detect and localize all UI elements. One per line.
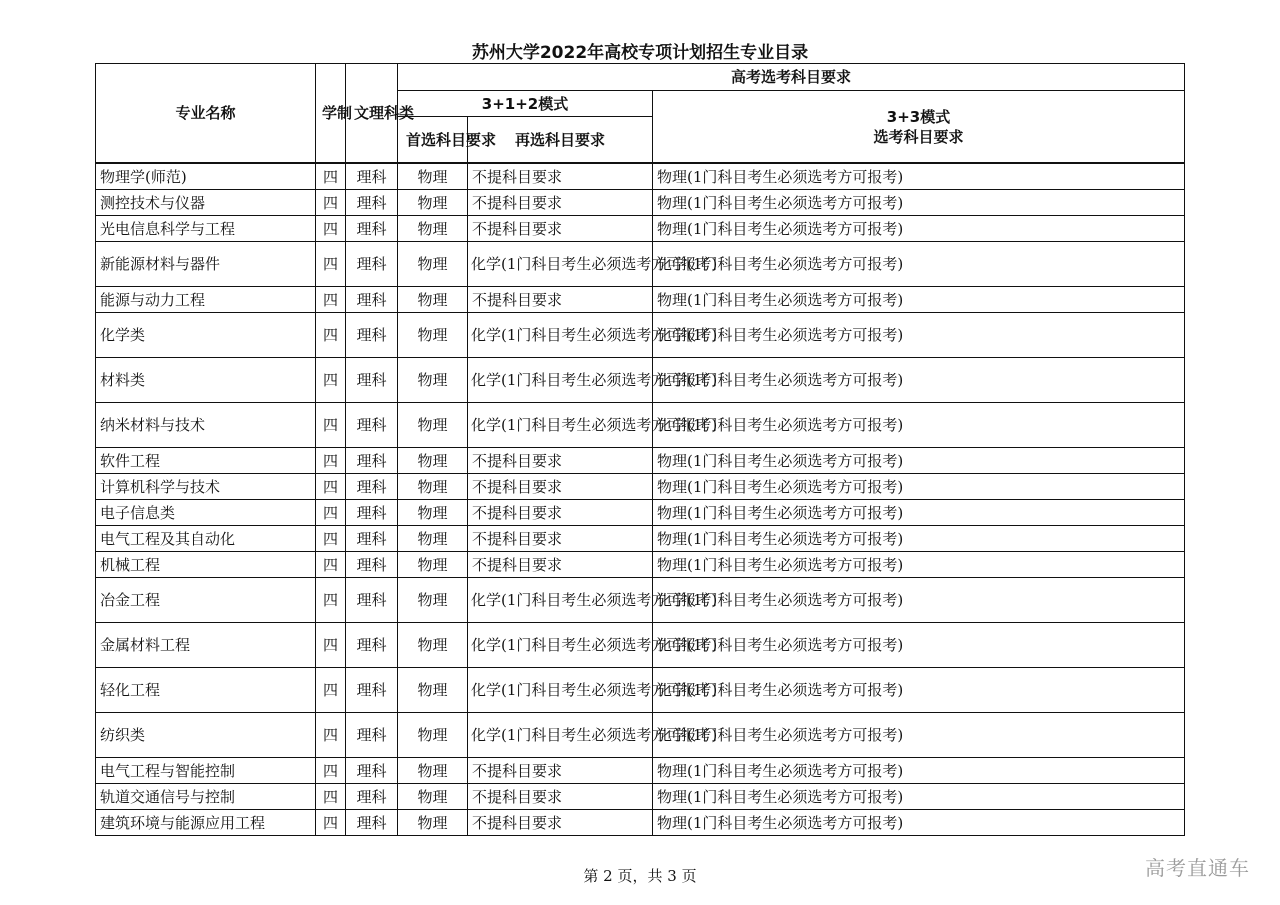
cell-second-choice: 不提科目要求 bbox=[468, 784, 653, 810]
cell-category: 理科 bbox=[346, 784, 398, 810]
cell-mode-33: 物理(1门科目考生必须选考方可报考) bbox=[653, 448, 1185, 474]
cell-major-name: 冶金工程 bbox=[96, 578, 316, 623]
cell-first-choice: 物理 bbox=[398, 500, 468, 526]
cell-second-choice: 不提科目要求 bbox=[468, 810, 653, 836]
table-row bbox=[96, 313, 1185, 358]
table-row bbox=[96, 474, 1185, 500]
cell-category: 理科 bbox=[346, 713, 398, 758]
cell-first-choice: 物理 bbox=[398, 810, 468, 836]
header-mode-33-line1: 3+3模式 bbox=[886, 107, 951, 126]
majors-table bbox=[95, 63, 1185, 836]
header-exam-requirements: 高考选考科目要求 bbox=[398, 64, 1185, 91]
cell-duration: 四 bbox=[316, 287, 346, 313]
cell-major-name: 计算机科学与技术 bbox=[96, 474, 316, 500]
cell-category: 理科 bbox=[346, 474, 398, 500]
table-header bbox=[96, 64, 1185, 164]
cell-duration: 四 bbox=[316, 758, 346, 784]
cell-mode-33: 化学(1门科目考生必须选考方可报考) bbox=[653, 623, 1185, 668]
cell-first-choice: 物理 bbox=[398, 163, 468, 190]
cell-category: 理科 bbox=[346, 526, 398, 552]
cell-second-choice: 不提科目要求 bbox=[468, 758, 653, 784]
cell-duration: 四 bbox=[316, 784, 346, 810]
cell-duration: 四 bbox=[316, 713, 346, 758]
cell-category: 理科 bbox=[346, 552, 398, 578]
cell-mode-33: 物理(1门科目考生必须选考方可报考) bbox=[653, 190, 1185, 216]
cell-category: 理科 bbox=[346, 313, 398, 358]
table-row bbox=[96, 552, 1185, 578]
header-major-name: 专业名称 bbox=[96, 64, 316, 164]
cell-second-choice: 化学(1门科目考生必须选考方可报考) bbox=[468, 403, 653, 448]
cell-duration: 四 bbox=[316, 526, 346, 552]
header-mode-312: 3+1+2模式 bbox=[398, 91, 653, 117]
page-footer: 第 2 页，共 3 页 bbox=[583, 867, 697, 885]
cell-major-name: 物理学(师范) bbox=[96, 163, 316, 190]
cell-mode-33: 物理(1门科目考生必须选考方可报考) bbox=[653, 287, 1185, 313]
cell-mode-33: 化学(1门科目考生必须选考方可报考) bbox=[653, 668, 1185, 713]
header-mode-33-line2: 选考科目要求 bbox=[873, 127, 964, 146]
cell-major-name: 测控技术与仪器 bbox=[96, 190, 316, 216]
cell-major-name: 能源与动力工程 bbox=[96, 287, 316, 313]
cell-duration: 四 bbox=[316, 216, 346, 242]
cell-second-choice: 化学(1门科目考生必须选考方可报考) bbox=[468, 623, 653, 668]
cell-category: 理科 bbox=[346, 216, 398, 242]
table-row bbox=[96, 190, 1185, 216]
cell-category: 理科 bbox=[346, 668, 398, 713]
cell-major-name: 材料类 bbox=[96, 358, 316, 403]
cell-second-choice: 不提科目要求 bbox=[468, 287, 653, 313]
cell-duration: 四 bbox=[316, 552, 346, 578]
cell-first-choice: 物理 bbox=[398, 313, 468, 358]
cell-first-choice: 物理 bbox=[398, 242, 468, 287]
header-second-choice: 再选科目要求 bbox=[468, 117, 653, 164]
cell-mode-33: 化学(1门科目考生必须选考方可报考) bbox=[653, 313, 1185, 358]
cell-duration: 四 bbox=[316, 668, 346, 713]
table-row bbox=[96, 623, 1185, 668]
cell-category: 理科 bbox=[346, 163, 398, 190]
cell-duration: 四 bbox=[316, 578, 346, 623]
cell-duration: 四 bbox=[316, 448, 346, 474]
cell-mode-33: 化学(1门科目考生必须选考方可报考) bbox=[653, 403, 1185, 448]
cell-major-name: 电气工程及其自动化 bbox=[96, 526, 316, 552]
cell-category: 理科 bbox=[346, 500, 398, 526]
cell-second-choice: 化学(1门科目考生必须选考方可报考) bbox=[468, 358, 653, 403]
cell-major-name: 化学类 bbox=[96, 313, 316, 358]
cell-mode-33: 物理(1门科目考生必须选考方可报考) bbox=[653, 500, 1185, 526]
cell-first-choice: 物理 bbox=[398, 216, 468, 242]
cell-category: 理科 bbox=[346, 358, 398, 403]
cell-first-choice: 物理 bbox=[398, 623, 468, 668]
cell-first-choice: 物理 bbox=[398, 526, 468, 552]
cell-first-choice: 物理 bbox=[398, 358, 468, 403]
table-body bbox=[96, 163, 1185, 836]
cell-first-choice: 物理 bbox=[398, 668, 468, 713]
table-row bbox=[96, 713, 1185, 758]
cell-major-name: 纺织类 bbox=[96, 713, 316, 758]
cell-major-name: 电子信息类 bbox=[96, 500, 316, 526]
cell-second-choice: 化学(1门科目考生必须选考方可报考) bbox=[468, 313, 653, 358]
header-category: 文理科类 bbox=[346, 64, 398, 164]
table-row bbox=[96, 500, 1185, 526]
cell-second-choice: 不提科目要求 bbox=[468, 190, 653, 216]
cell-second-choice: 不提科目要求 bbox=[468, 163, 653, 190]
cell-major-name: 纳米材料与技术 bbox=[96, 403, 316, 448]
cell-second-choice: 化学(1门科目考生必须选考方可报考) bbox=[468, 242, 653, 287]
table-row bbox=[96, 448, 1185, 474]
cell-second-choice: 化学(1门科目考生必须选考方可报考) bbox=[468, 713, 653, 758]
table-row bbox=[96, 163, 1185, 190]
cell-duration: 四 bbox=[316, 500, 346, 526]
table-row bbox=[96, 784, 1185, 810]
table-row bbox=[96, 578, 1185, 623]
cell-first-choice: 物理 bbox=[398, 190, 468, 216]
cell-major-name: 机械工程 bbox=[96, 552, 316, 578]
cell-second-choice: 化学(1门科目考生必须选考方可报考) bbox=[468, 668, 653, 713]
cell-mode-33: 物理(1门科目考生必须选考方可报考) bbox=[653, 474, 1185, 500]
cell-category: 理科 bbox=[346, 448, 398, 474]
cell-category: 理科 bbox=[346, 623, 398, 668]
cell-duration: 四 bbox=[316, 313, 346, 358]
cell-major-name: 轻化工程 bbox=[96, 668, 316, 713]
cell-major-name: 新能源材料与器件 bbox=[96, 242, 316, 287]
table-row bbox=[96, 526, 1185, 552]
cell-category: 理科 bbox=[346, 810, 398, 836]
cell-mode-33: 化学(1门科目考生必须选考方可报考) bbox=[653, 713, 1185, 758]
cell-second-choice: 不提科目要求 bbox=[468, 448, 653, 474]
cell-mode-33: 化学(1门科目考生必须选考方可报考) bbox=[653, 578, 1185, 623]
cell-second-choice: 不提科目要求 bbox=[468, 500, 653, 526]
cell-duration: 四 bbox=[316, 623, 346, 668]
cell-category: 理科 bbox=[346, 578, 398, 623]
cell-category: 理科 bbox=[346, 242, 398, 287]
cell-first-choice: 物理 bbox=[398, 287, 468, 313]
cell-mode-33: 化学(1门科目考生必须选考方可报考) bbox=[653, 242, 1185, 287]
table-row bbox=[96, 287, 1185, 313]
header-first-choice: 首选科目要求 bbox=[398, 117, 468, 164]
cell-duration: 四 bbox=[316, 190, 346, 216]
table-row bbox=[96, 216, 1185, 242]
cell-duration: 四 bbox=[316, 474, 346, 500]
cell-duration: 四 bbox=[316, 358, 346, 403]
table-row bbox=[96, 358, 1185, 403]
table-row bbox=[96, 403, 1185, 448]
cell-mode-33: 化学(1门科目考生必须选考方可报考) bbox=[653, 358, 1185, 403]
cell-category: 理科 bbox=[346, 190, 398, 216]
table-row bbox=[96, 668, 1185, 713]
cell-mode-33: 物理(1门科目考生必须选考方可报考) bbox=[653, 758, 1185, 784]
cell-major-name: 软件工程 bbox=[96, 448, 316, 474]
cell-mode-33: 物理(1门科目考生必须选考方可报考) bbox=[653, 163, 1185, 190]
cell-duration: 四 bbox=[316, 163, 346, 190]
cell-first-choice: 物理 bbox=[398, 784, 468, 810]
cell-second-choice: 不提科目要求 bbox=[468, 474, 653, 500]
cell-major-name: 建筑环境与能源应用工程 bbox=[96, 810, 316, 836]
cell-category: 理科 bbox=[346, 287, 398, 313]
cell-first-choice: 物理 bbox=[398, 403, 468, 448]
table-row bbox=[96, 810, 1185, 836]
cell-category: 理科 bbox=[346, 403, 398, 448]
header-duration: 学制 bbox=[316, 64, 346, 164]
cell-first-choice: 物理 bbox=[398, 758, 468, 784]
header-mode-33 bbox=[653, 91, 1185, 164]
table-row bbox=[96, 242, 1185, 287]
cell-major-name: 轨道交通信号与控制 bbox=[96, 784, 316, 810]
document-title: 苏州大学2022年高校专项计划招生专业目录 bbox=[471, 43, 809, 63]
cell-second-choice: 化学(1门科目考生必须选考方可报考) bbox=[468, 578, 653, 623]
cell-first-choice: 物理 bbox=[398, 713, 468, 758]
cell-first-choice: 物理 bbox=[398, 448, 468, 474]
cell-duration: 四 bbox=[316, 242, 346, 287]
cell-duration: 四 bbox=[316, 810, 346, 836]
cell-mode-33: 物理(1门科目考生必须选考方可报考) bbox=[653, 552, 1185, 578]
cell-first-choice: 物理 bbox=[398, 578, 468, 623]
cell-first-choice: 物理 bbox=[398, 474, 468, 500]
cell-first-choice: 物理 bbox=[398, 552, 468, 578]
cell-category: 理科 bbox=[346, 758, 398, 784]
cell-duration: 四 bbox=[316, 403, 346, 448]
table-row bbox=[96, 758, 1185, 784]
cell-major-name: 电气工程与智能控制 bbox=[96, 758, 316, 784]
cell-mode-33: 物理(1门科目考生必须选考方可报考) bbox=[653, 810, 1185, 836]
cell-second-choice: 不提科目要求 bbox=[468, 526, 653, 552]
cell-mode-33: 物理(1门科目考生必须选考方可报考) bbox=[653, 784, 1185, 810]
cell-major-name: 光电信息科学与工程 bbox=[96, 216, 316, 242]
cell-mode-33: 物理(1门科目考生必须选考方可报考) bbox=[653, 526, 1185, 552]
watermark: 高考直通车 bbox=[1145, 856, 1250, 880]
cell-second-choice: 不提科目要求 bbox=[468, 552, 653, 578]
cell-second-choice: 不提科目要求 bbox=[468, 216, 653, 242]
cell-major-name: 金属材料工程 bbox=[96, 623, 316, 668]
cell-mode-33: 物理(1门科目考生必须选考方可报考) bbox=[653, 216, 1185, 242]
